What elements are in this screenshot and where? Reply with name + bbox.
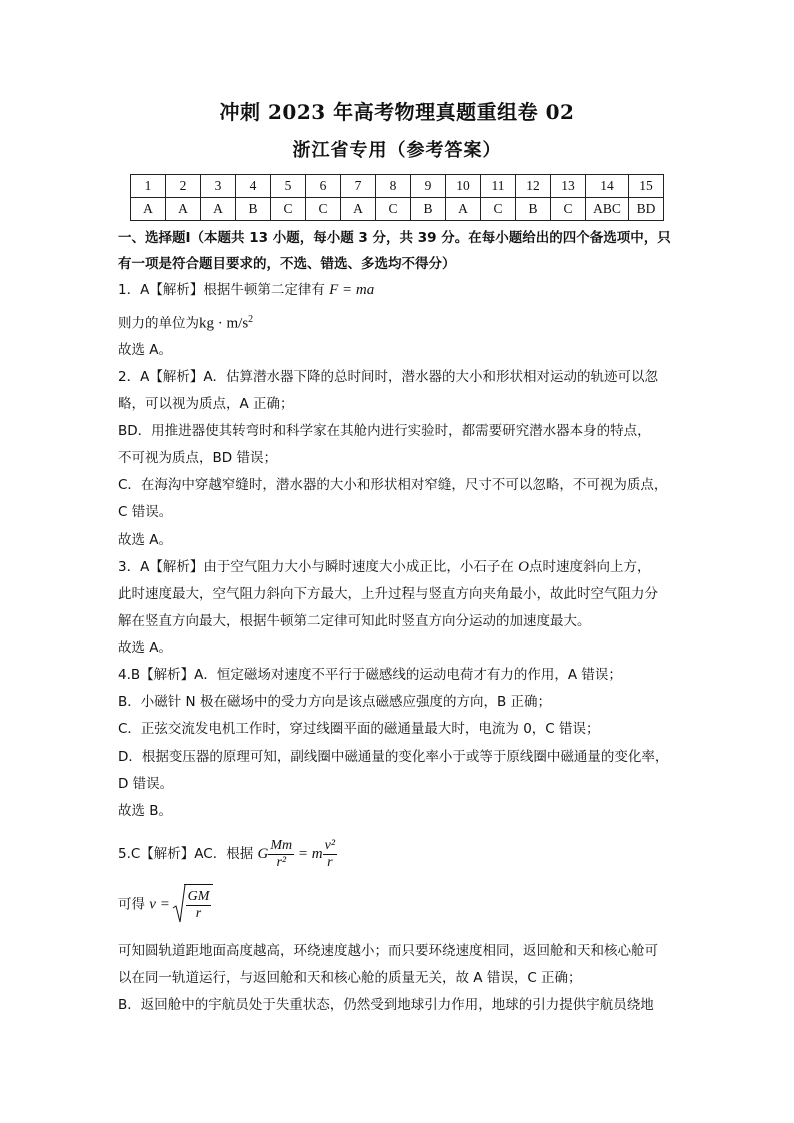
q2-line-6: C 错误。 [118,504,173,520]
q5-eq1-equals: = m [294,846,323,862]
page-title: 冲刺 2023 年高考物理真题重组卷 02 [219,100,575,124]
q2-line-2: 略，可以视为质点，A 正确； [118,396,294,412]
question-number-cell: 6 [306,175,341,198]
q5-text: 5.C【解析】AC．根据 [118,846,258,862]
answer-table-answer-row [131,198,664,221]
q5-text: 可得 [118,896,150,913]
q3-line-3: 解在竖直方向最大，根据牛顿第二定律可知此时竖直方向分运动的加速度最大。 [118,613,591,629]
section-heading-line-1: 一、选择题Ⅰ（本题共 13 小题，每小题 3 分，共 39 分。在每小题给出的四个备选项中，只 [118,230,671,246]
answer-cell: A [446,198,481,221]
q5-eq2-sqrt [174,884,214,925]
answer-cell: C [376,198,411,221]
q5-eq2-fraction [186,889,212,922]
q2-line-7: 故选 A。 [118,532,173,548]
question-number-cell: 7 [341,175,376,198]
q1-formula: F = ma [329,282,375,298]
q5-line-4: 以在同一轨道运行，与返回舱和天和核心舱的质量无关，故 A 错误，C 正确； [118,970,582,986]
q5-eq1-denominator: r² [276,854,287,870]
q5-line-5: B．返回舱中的宇航员处于失重状态，仍然受到地球引力作用，地球的引力提供宇航员绕地 [118,997,654,1013]
question-number-cell: 8 [376,175,411,198]
answer-cell: B [236,198,271,221]
q5-eq2-numerator: GM [187,888,210,904]
q3-line-4: 故选 A。 [118,640,173,656]
q2-line-1: 2．A【解析】A．估算潜水器下降的总时间时，潜水器的大小和形状相对运动的轨迹可以忽 [118,369,659,385]
page-subtitle: 浙江省专用（参考答案） [292,140,502,161]
answer-cell: C [551,198,586,221]
answer-cell: ABC [586,198,629,221]
answer-cell: B [411,198,446,221]
q2-line-5: C．在海沟中穿越窄缝时，潜水器的大小和形状相对窄缝，尺寸不可以忽略，不可视为质点， [118,477,668,493]
q3-line-2: 此时速度最大，空气阻力斜向下方最大，上升过程与竖直方向夹角最小，故此时空气阻力分 [118,586,658,602]
q4-line-4: D．根据变压器的原理可知，副线圈中磁通量的变化率小于或等于原线圈中磁通量的变化率， [118,749,669,765]
answer-table [130,174,664,221]
answer-cell: C [481,198,516,221]
answer-cell: C [271,198,306,221]
answer-cell: A [201,198,236,221]
q2-line-4: 不可视为质点，BD 错误； [118,450,277,466]
q5-line-1 [118,836,678,872]
question-number-cell: 11 [481,175,516,198]
q5-line-2 [118,884,678,925]
square-root-icon [172,884,186,924]
q5-eq1-numerator-2: v² [324,837,336,853]
q5-eq1-numerator: Mm [270,837,293,853]
question-number-cell: 15 [629,175,664,198]
q4-line-3: C．正弦交流发电机工作时，穿过线圈平面的磁通量最大时，电流为 0，C 错误； [118,721,600,737]
question-number-cell: 9 [411,175,446,198]
question-number-cell: 14 [586,175,629,198]
answer-cell: BD [629,198,664,221]
question-number-cell: 4 [236,175,271,198]
q1-unit: kg · m/s [199,315,249,332]
question-number-cell: 5 [271,175,306,198]
q1-line-1 [118,281,678,299]
section-heading-line-2: 有一项是符合题目要求的，不选、错选、多选均不得分） [118,256,456,272]
q1-line-2 [118,311,678,333]
question-number-cell: 2 [166,175,201,198]
answer-cell: A [166,198,201,221]
q3-text: 点时速度斜向上方， [528,559,651,575]
q1-text: 1．A【解析】根据牛顿第二定律有 [118,282,330,298]
q1-unit-exponent: 2 [248,314,254,325]
q5-eq1-fraction-right [323,838,337,871]
q5-eq2-denominator: r [195,905,202,921]
answer-cell: C [306,198,341,221]
q5-eq1-gravity-constant: G [257,846,269,862]
question-number-cell: 1 [131,175,166,198]
q3-text: 3．A【解析】由于空气阻力大小与瞬时速度大小成正比，小石子在 [118,559,519,575]
question-number-cell: 3 [201,175,236,198]
q3-line-1 [118,558,678,576]
answer-cell: A [131,198,166,221]
q1-line-3: 故选 A。 [118,342,173,358]
q4-line-6: 故选 B。 [118,803,173,819]
answer-cell: A [341,198,376,221]
q4-line-5: D 错误。 [118,776,174,792]
q5-line-3: 可知圆轨道距地面高度越高，环绕速度越小；而只要环绕速度相同，返回舱和天和核心舱可 [118,943,658,959]
question-number-cell: 12 [516,175,551,198]
q1-text: 则力的单位为 [118,315,199,332]
q3-point-o: O [518,559,529,575]
q5-eq1-fraction-left [268,838,294,871]
q5-eq1-denominator-2: r [327,854,333,870]
q4-line-2: B．小磁针 N 极在磁场中的受力方向是该点磁感应强度的方向，B 正确； [118,694,551,710]
q2-line-3: BD．用推进器使其转弯时和科学家在其舱内进行实验时，都需要研究潜水器本身的特点， [118,423,651,439]
q5-eq2-velocity: v = [149,896,174,913]
question-number-cell: 13 [551,175,586,198]
answer-cell: B [516,198,551,221]
question-number-cell: 10 [446,175,481,198]
answer-table-number-row [131,175,664,198]
q4-line-1: 4.B【解析】A．恒定磁场对速度不平行于磁感线的运动电荷才有力的作用，A 错误； [118,667,622,683]
